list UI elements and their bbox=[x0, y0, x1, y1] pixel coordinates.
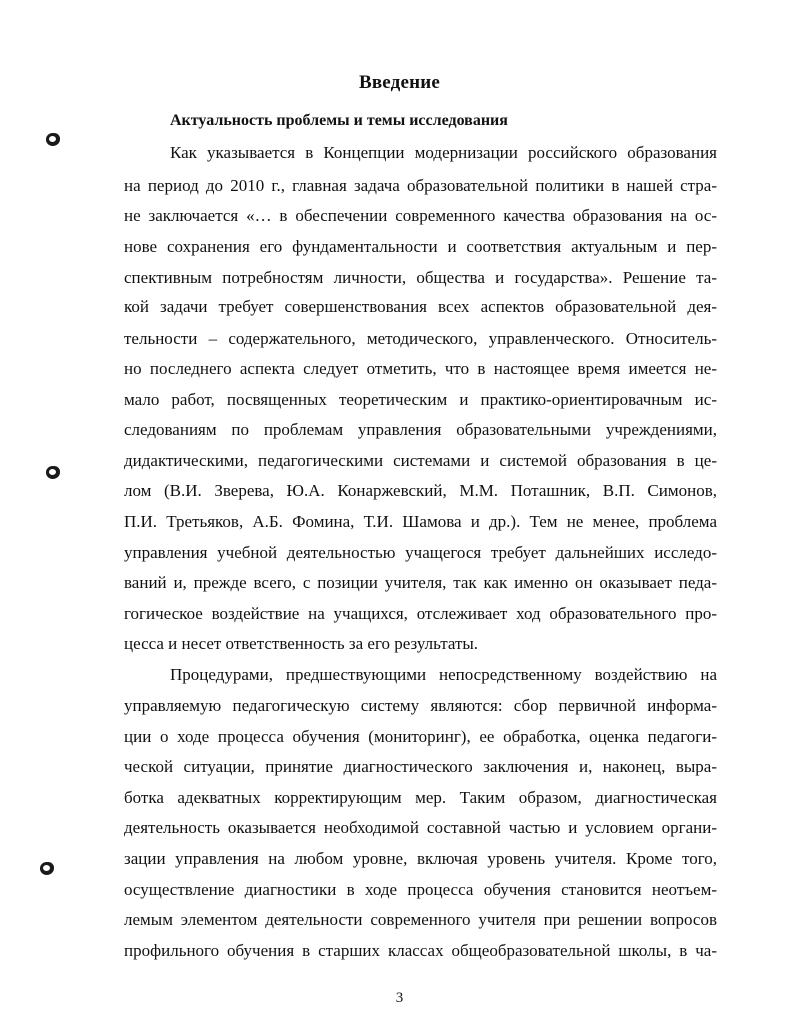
text-line: на период до 2010 г., главная задача образовательной политики в нашей стра- bbox=[124, 176, 717, 195]
text-line: цесса и несет ответственность за его результаты. bbox=[124, 634, 479, 653]
text-line: лемым элементом деятельности современного учителя при решении вопросов bbox=[124, 910, 717, 929]
text-line: не заключается «… в обеспечении современного качества образования на ос- bbox=[124, 206, 717, 225]
binding-hole-mark-top bbox=[46, 133, 60, 146]
text-line: мало работ, посвященных теоретическим и практико-ориентировачным ис- bbox=[124, 390, 717, 409]
text-line: спективным потребностям личности, общества и государства». Решение та- bbox=[124, 268, 717, 287]
text-line: деятельность оказывается необходимой составной частью и условием органи- bbox=[124, 818, 717, 837]
text-line: управления учебной деятельностью учащегося требует дальнейших исследо- bbox=[124, 543, 717, 562]
section-subtitle: Актуальность проблемы и темы исследования bbox=[170, 112, 508, 129]
text-line: следованиям по проблемам управления образовательными учреждениями, bbox=[124, 420, 717, 439]
text-line: профильного обучения в старших классах общеобразовательной школы, в ча- bbox=[124, 941, 717, 960]
text-line: гогическое воздействие на учащихся, отслеживает ход образовательного про- bbox=[124, 604, 717, 623]
text-line: осуществление диагностики в ходе процесса обучения становится неотъем- bbox=[124, 880, 717, 899]
text-line: дидактическими, педагогическими системами и системой образования в це- bbox=[124, 451, 717, 470]
text-line: Как указывается в Концепции модернизации российского образования bbox=[170, 143, 717, 162]
text-line: кой задачи требует совершенствования всех аспектов образовательной дея- bbox=[124, 297, 717, 316]
text-line: зации управления на любом уровне, включая уровень учителя. Кроме того, bbox=[124, 849, 717, 868]
page-number: 3 bbox=[395, 990, 404, 1006]
text-line: Процедурами, предшествующими непосредственному воздействию на bbox=[170, 665, 717, 684]
page-title: Введение bbox=[358, 72, 441, 93]
text-line: ботка адекватных корректирующим мер. Таким образом, диагностическая bbox=[124, 788, 717, 807]
text-line: управляемую педагогическую систему являются: сбор первичной информа- bbox=[124, 696, 717, 715]
text-line: лом (В.И. Зверева, Ю.А. Конаржевский, М.М. Поташник, В.П. Симонов, bbox=[124, 481, 717, 500]
text-line: нове сохранения его фундаментальности и соответствия актуальным и пер- bbox=[124, 237, 717, 256]
binding-hole-mark-middle bbox=[46, 466, 60, 479]
text-line: ции о ходе процесса обучения (мониторинг), ее обработка, оценка педагоги- bbox=[124, 727, 717, 746]
text-line: ваний и, прежде всего, с позиции учителя, так как именно он оказывает педа- bbox=[124, 573, 717, 592]
text-line: П.И. Третьяков, А.Б. Фомина, Т.И. Шамова и др.). Тем не менее, проблема bbox=[124, 512, 717, 531]
text-line: но последнего аспекта следует отметить, что в настоящее время имеется не- bbox=[124, 359, 717, 378]
binding-hole-mark-bottom bbox=[40, 862, 54, 875]
text-line: ческой ситуации, принятие диагностического заключения и, наконец, выра- bbox=[124, 757, 717, 776]
text-line: тельности – содержательного, методического, управленческого. Относитель- bbox=[124, 329, 717, 348]
